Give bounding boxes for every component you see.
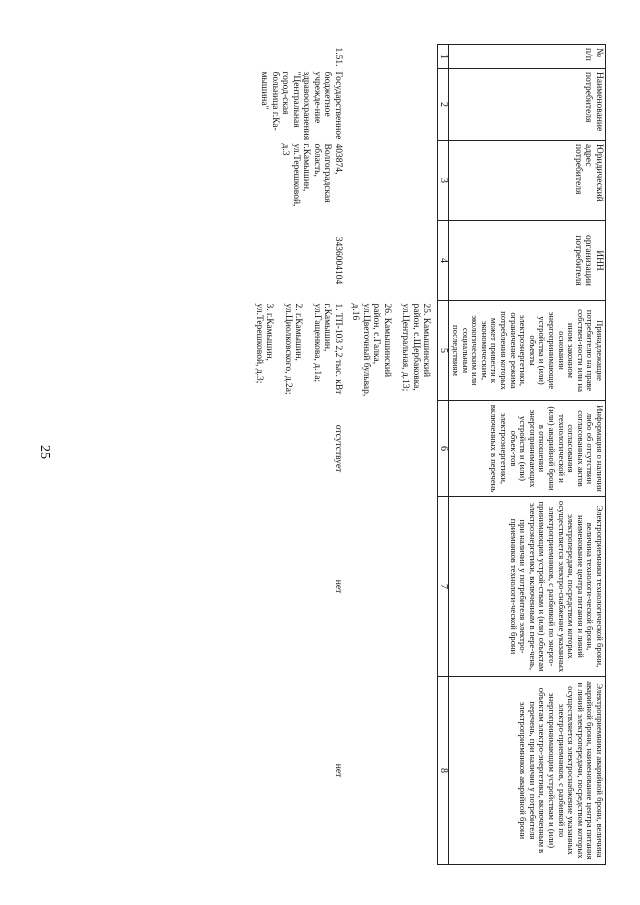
header-num: № п/п bbox=[449, 45, 606, 69]
col-no: 4 bbox=[438, 221, 449, 301]
device-item: 3. г.Камышин, ул.Терешковой, д.3; bbox=[254, 303, 275, 384]
device-item: 2. г.Камышин, ул.Циолковского, д.2а; bbox=[283, 303, 304, 395]
continuation-row bbox=[349, 45, 438, 865]
header-emergency: Электроприемники аварийной брони, величина аварийной брони, наименование центра питания и линий электропередачи, посредством которых осуществляется электроснабжение указанных электро-приемников, с разбивкой по энергопринимающим устройствам и (или) объектам электро-энергетики, включенным в перечень, при наличии у потребителя электроприемников аварийной брони bbox=[449, 677, 606, 865]
col-no: 6 bbox=[438, 401, 449, 497]
table-row bbox=[253, 45, 350, 865]
rotated-table bbox=[40, 44, 606, 864]
row-acts: отсутствует bbox=[333, 424, 343, 473]
column-number-row bbox=[438, 45, 449, 865]
header-address: Юридический адрес потребителя bbox=[449, 141, 606, 221]
row-tech: нет bbox=[333, 579, 343, 594]
col-no: 8 bbox=[438, 677, 449, 865]
header-tech: Электроприемники технологической брони, величина технологи-ческой брони, наименование центра питания и линий электропередачи, посредством которых осуществляется электро-снабжение указанных электроприемников, с разбивкой по энерго-принимающим устрой-ствам и (или) объектам электроэнергетики, включенным в пере-чень, при наличии у потребителя электро-приемников технологи-ческой брони bbox=[449, 497, 606, 677]
row-num: 1.51. bbox=[333, 47, 343, 67]
col-no: 2 bbox=[438, 69, 449, 141]
continuation-cell bbox=[349, 301, 438, 401]
header-acts: Информация о наличии либо об отсутствии согласованных актов согласования технологической и (или) аварийной брони в отношении энергопринимающих устройств и (или) объек-тов электроэнергетики, включенных в перечень bbox=[449, 401, 606, 497]
col-no: 3 bbox=[438, 141, 449, 221]
col-no: 1 bbox=[438, 45, 449, 69]
device-item: 1. ТП-103 2,2 тыс. кВт г.Камышин, ул.Гащенкова, д.1а; bbox=[312, 303, 343, 395]
device-item-26: 26. Камышинский район, с.Галка, ул.Цветочный бульвар, д.16 bbox=[350, 303, 392, 397]
row-devices bbox=[253, 301, 350, 401]
row-address: 403874, Волгоградская область, г.Камышин, ул.Терешковой, д.3 bbox=[280, 143, 343, 207]
header-devices: Принадлежащие потребителю на праве собствен-ности или на ином законном основании энергопринимающие устройства и (или) объекты электроэнергетики, ограничение режима потребления которых может привести к экономическим, экологическим или социальным последствиям bbox=[449, 301, 606, 401]
page-number: 25 bbox=[37, 445, 52, 459]
header-name: Наименование потребителя bbox=[449, 69, 606, 141]
header-inn: ИНН организации потребителя bbox=[449, 221, 606, 301]
header-row bbox=[449, 45, 606, 865]
device-item-25: 25. Камышинский район, с.Щербаковка, ул.Центральная, д.13; bbox=[400, 303, 432, 392]
row-name: Государственное бюджетное учрежде-ние здравоохранения "Центральная город-ская больница г.Ка-мышина" bbox=[259, 71, 343, 141]
row-emergency: нет bbox=[333, 763, 343, 778]
col-no: 5 bbox=[438, 301, 449, 401]
consumer-table bbox=[253, 44, 607, 865]
row-inn: 3436004104 bbox=[333, 236, 343, 285]
col-no: 7 bbox=[438, 497, 449, 677]
